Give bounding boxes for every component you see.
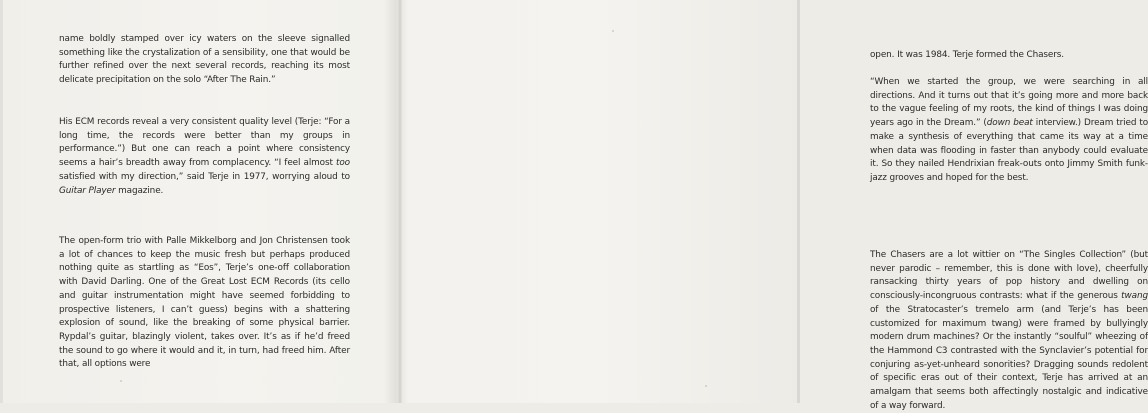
left-paragraph-1: name boldly stamped over icy waters on the sleeve signalled something like the crystalization of a sensibility, one that would be further refined over the next several records, reaching its most delicate precipitation on the solo “After The Rain.” [59,34,350,86]
emphasis-too: too [336,158,350,169]
magazine-name-down-beat: down beat [986,118,1033,129]
right-page [401,0,1148,411]
paper-speck [120,380,122,382]
right-paragraph-3-text-a: The Chasers are a lot wittier on “The Singles Collection” (but never parodic – remember, this is done with love), cheerfully ransacking thirty years of pop history and dwelling on consciously-incongruous contrasts: what if the generous [870,250,1148,302]
left-paragraph-2-text-b: satisfied with my direction,” said Terje in 1977, worrying aloud to [59,171,350,182]
right-paragraph-2-text-a: “When we started the group, we were searching in all directions. And it turns out that it’s going more and more back to the vague feeling of my roots, the kind of things I was doing years ago in the Dream.” ( [870,77,1148,129]
emphasis-twang: twang [1121,291,1148,302]
left-paragraph-2-text-c: magazine. [115,185,164,196]
left-page [0,0,399,403]
right-paragraph-3-text-b: of the Stratocaster’s tremelo arm (and Terje’s has been customized for maximum twang) were framed by bullyingly modern drum machines? Or the instantly “soulful” wheezing of the Hammond C3 contrasted with the Synclavier’s potential for conjuring as-yet-unheard sonorities? Dragging sounds redolent of specific eras out of their context, Terje has arrived at an amalgam that seems both affectingly nostalgic and indicative of a way forward. [870,304,1148,411]
left-paragraph-2-text-a: His ECM records reveal a very consistent quality level (Terje: “For a long time, the records were better than my groups in performance.”) But one can reach a point where consistency seems a hair’s breadth away from complacency. “I feel almost [59,117,350,169]
left-paragraph-3: The open-form trio with Palle Mikkelborg and Jon Christensen took a lot of chances to keep the music fresh but perhaps produced nothing quite as startling as “Eos”, Terje’s one-off collaboration with David Darling. One of the Great Lost ECM Records (its cello and guitar instrumentation might have seemed forbidding to prospective listeners, I can’t guess) begins with a shattering explosion of sound, like the breaking of some physical barrier. Rypdal’s guitar, blazingly violent, takes over. It’s as if he’d freed the sound to go where it would and it, in turn, had freed him. After that, all options were [59,236,350,370]
right-paragraph-1: open. It was 1984. Terje formed the Chasers. [870,50,1064,60]
paper-speck [705,385,707,387]
right-paragraph-2-text-b: interview.) Dream tried to make a synthesis of everything that came its way at a time when data was flooding in faster than anybody could evaluate it. So they nailed Hendrixian freak-outs onto Jimmy Smith funk-jazz grooves and hoped for the best. [870,118,1148,183]
right-paragraph-2 [870,76,1148,186]
left-paragraph-2 [59,116,350,198]
magazine-title: Guitar Player [59,185,116,196]
paper-speck [612,30,614,32]
right-paragraph-3 [870,249,1148,413]
